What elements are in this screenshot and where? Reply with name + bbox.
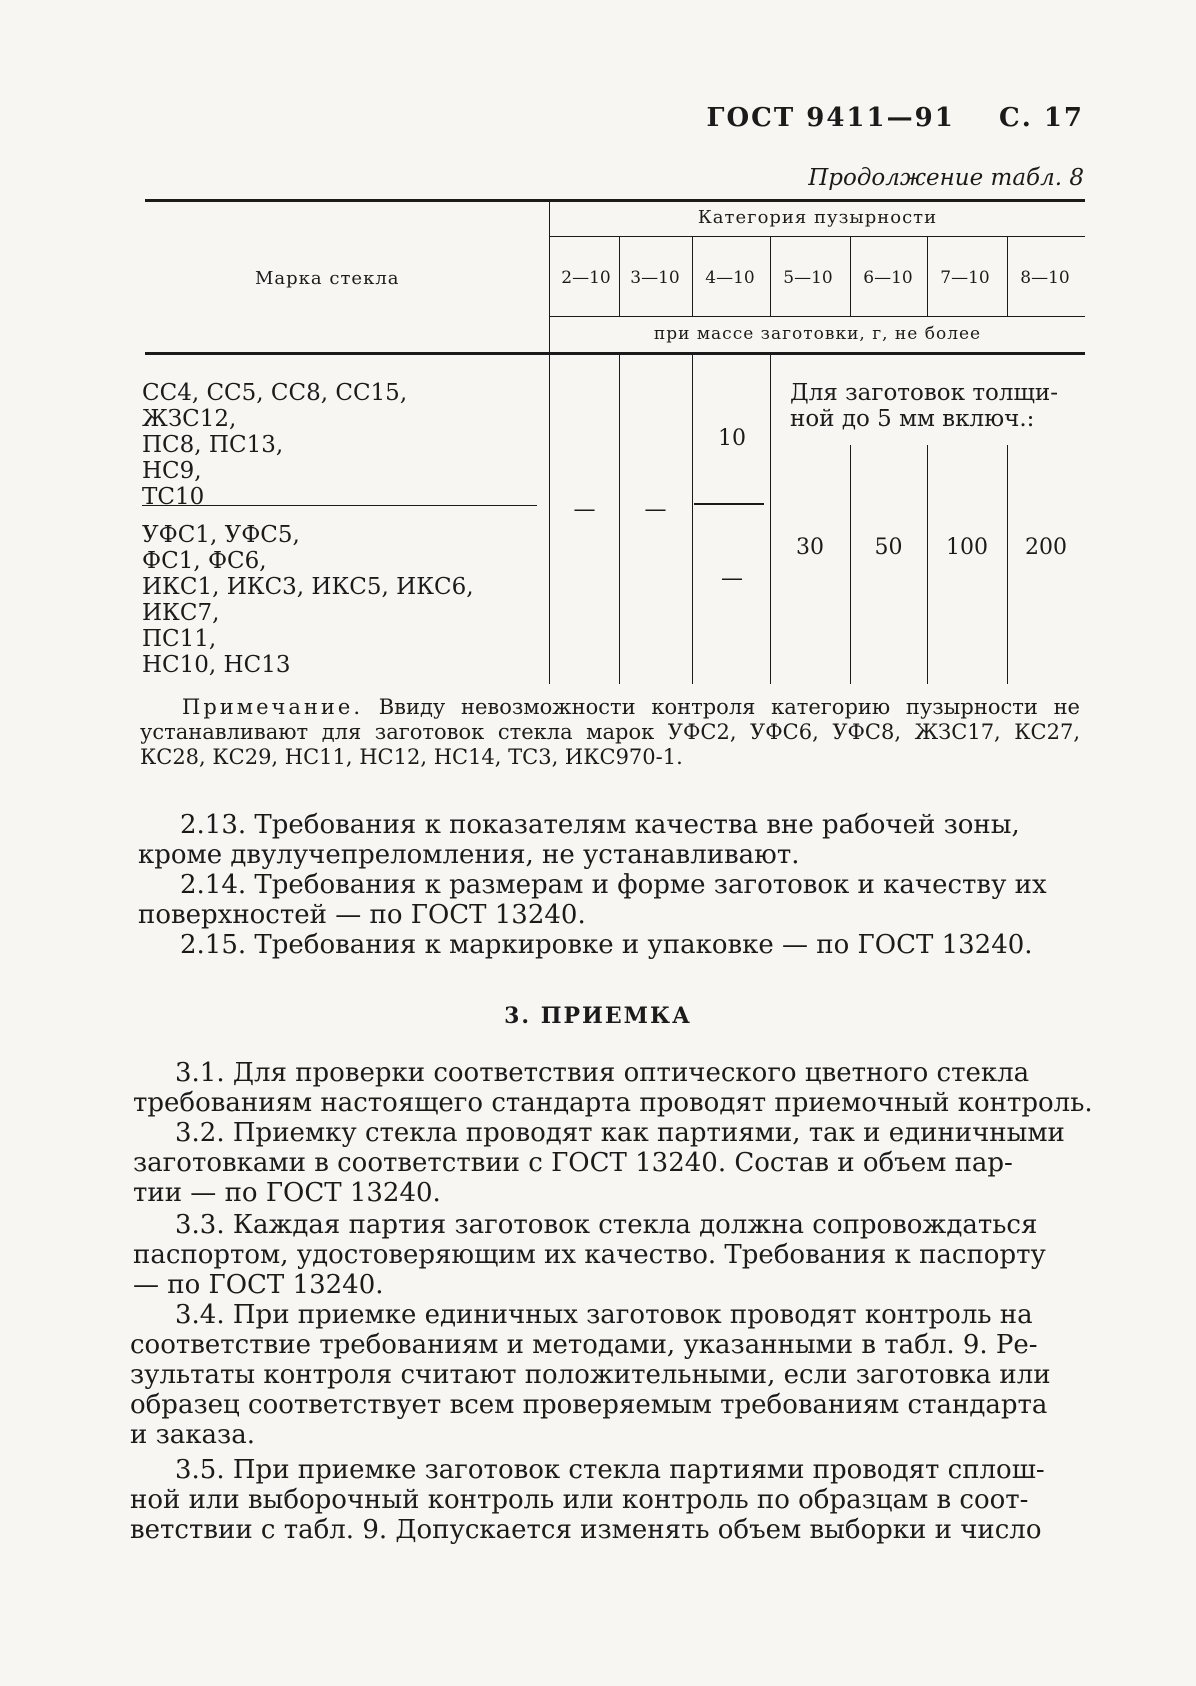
grade-line: ЖЗС12, [142,406,237,432]
vline-5b [850,445,851,684]
vline-6h [927,237,928,316]
row-separator-col3 [694,503,764,505]
grade-line: НС10, НС13 [142,652,291,678]
group-rule [550,236,1085,237]
grade-line: ТС10 [142,484,205,510]
para-3-4-l5: и заказа. [130,1420,255,1450]
cat-7-10: 7—10 [940,268,990,288]
para-3-4-l4: образец соответствует всем проверяемым требованиям стандарта [130,1390,1048,1420]
grade-line: ФС1, ФС6, [142,548,267,574]
section-title: 3. ПРИЕМКА [504,1003,692,1029]
para-3-4-l1: 3.4. При приемке единичных заготовок проводят контроль на [175,1300,1033,1330]
doc-number: ГОСТ 9411—91 [706,103,955,133]
note-text: Ввиду невозможности контроля категорию пузырности не устанавливают для заготовок стекла марок УФС2, УФС6, УФС8, ЖЗС17, КС27, КС28, КС29, НС11, НС12, НС14, ТС3, ИКС970-1. [140,695,1080,769]
span-note [790,380,1058,432]
cat-5-10: 5—10 [783,268,833,288]
vline-4h [770,237,771,316]
cat-4-10: 4—10 [705,268,755,288]
para-2-15-l1: 2.15. Требования к маркировке и упаковке — по ГОСТ 13240. [180,930,1033,960]
table-top-rule [145,199,1085,202]
cat-2-10: 2—10 [561,268,611,288]
cat-3-10: 3—10 [630,268,680,288]
para-3-3-l3: — по ГОСТ 13240. [133,1270,384,1300]
page-header [707,103,1084,133]
table-caption: Продолжение табл. 8 [808,165,1084,191]
val-5-10: 30 [796,535,824,560]
vline-5h [850,237,851,316]
para-2-14-l2: поверхностей — по ГОСТ 13240. [138,900,586,930]
val-6-10: 50 [874,535,903,560]
table-note [140,695,1080,770]
grade-line: ПС8, ПС13, [142,432,284,458]
cat-8-10: 8—10 [1020,268,1070,288]
para-3-2-l2: заготовками в соответствии с ГОСТ 13240. Состав и объем пар- [133,1148,1013,1178]
note-label: Примечание. [182,695,364,719]
group-header: Категория пузырности [697,207,938,228]
para-3-4-l2: соответствие требованиям и методами, указанными в табл. 9. Ре- [130,1330,1038,1360]
col-header-grade: Марка стекла [255,268,400,289]
grade-line: ПС11, [142,626,217,652]
para-3-3-l1: 3.3. Каждая партия заготовок стекла должна сопровождаться [175,1210,1038,1240]
row2-val-4-10: — [721,566,743,591]
row2-grades [142,522,474,678]
para-3-2-l3: тии — по ГОСТ 13240. [133,1178,441,1208]
row1-val-4-10: 10 [718,426,746,451]
val-7-10: 100 [946,535,988,560]
span-note-line: Для заготовок толщи- [790,380,1059,406]
subheader-rule [550,316,1085,317]
dash-3-10: — [644,497,667,522]
span-note-line: ной до 5 мм включ.: [790,406,1035,432]
para-3-3-l2: паспортом, удостоверяющим их качество. Требования к паспорту [133,1240,1046,1270]
vline-3b [692,355,693,684]
val-8-10: 200 [1025,535,1067,560]
para-2-14-l1: 2.14. Требования к размерам и форме заготовок и качеству их [180,870,1047,900]
vline-6b [927,445,928,684]
para-3-5-l3: ветствии с табл. 9. Допускается изменять объем выборки и число [130,1515,1042,1545]
grade-line: ИКС1, ИКС3, ИКС5, ИКС6, [142,574,474,600]
para-2-13-l2: кроме двулучепреломления, не устанавливают. [138,840,800,870]
para-2-13-l1: 2.13. Требования к показателям качества вне рабочей зоны, [180,810,1020,840]
para-3-2-l1: 3.2. Приемку стекла проводят как партиями, так и единичными [175,1118,1065,1148]
para-3-1-l2: требованиям настоящего стандарта проводят приемочный контроль. [133,1088,1093,1118]
vline-4b [770,355,771,684]
grade-line: ИКС7, [142,600,220,626]
cat-6-10: 6—10 [863,268,913,288]
grade-line: НС9, [142,458,202,484]
header-bottom-rule [145,352,1085,355]
subheader: при массе заготовки, г, не более [653,324,982,344]
para-3-5-l2: ной или выборочный контроль или контроль по образцам в соот- [130,1485,1029,1515]
grade-line: СС4, СС5, СС8, СС15, [142,380,408,406]
para-3-5-l1: 3.5. При приемке заготовок стекла партиями проводят сплош- [175,1455,1045,1485]
vline-7h [1007,237,1008,316]
page-number: С. 17 [999,103,1084,133]
vline-3h [692,237,693,316]
dash-2-10: — [573,497,596,522]
grade-line: УФС1, УФС5, [142,522,300,548]
row1-grades [142,380,407,510]
para-3-1-l1: 3.1. Для проверки соответствия оптического цветного стекла [175,1058,1030,1088]
para-3-4-l3: зультаты контроля считают положительными, если заготовка или [130,1360,1051,1390]
vline-7b [1007,445,1008,684]
